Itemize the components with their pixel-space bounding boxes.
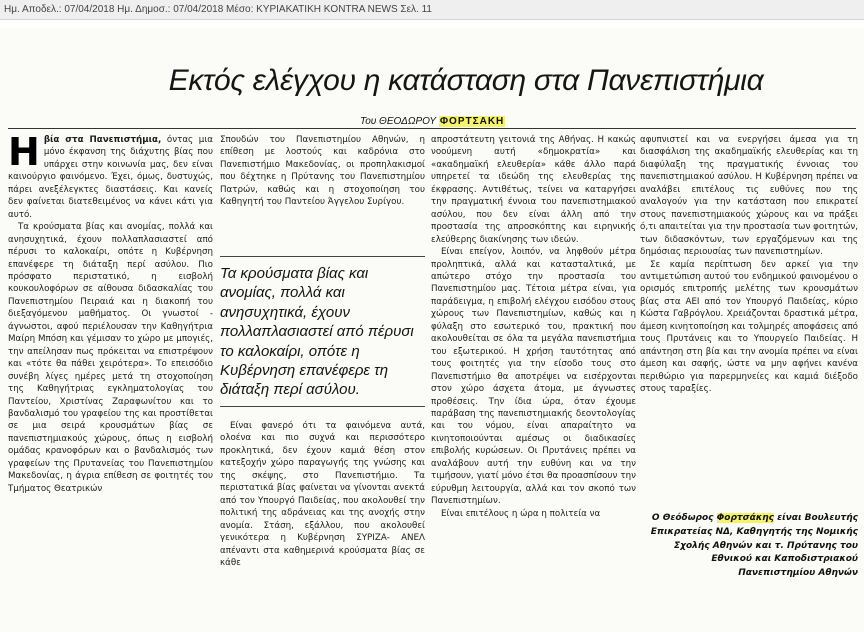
body-paragraph: Σπουδών του Πανεπιστημίου Αθηνών, η επίθεση με λοστούς και καδρόνια στο Πανεπιστήμιο Μακεδονίας, οι προπηλακισμοί που δέχτηκε η Πρύτανης του Πανεπιστημίου Πατρών, καθώς και η στοχοποίηση του Καθηγητή του Παντείου Άγγελου Συρίγου. [220, 135, 425, 208]
drop-cap: Η [8, 130, 40, 174]
pullquote-rule-top [220, 256, 425, 257]
lead-paragraph [8, 130, 213, 221]
body-paragraph: Είναι φανερό ότι τα φαινόμενα αυτά, ολοένα και πιο συχνά και περισσότερο προκλητικά, δεν έχουν καμιά θέση στον κατεξοχήν χώρο παραγωγής της γνώσης και της σκέψης, στο Πανεπιστήμιο. Τα περιστατικά βίας φαίνεται να γίνονται ανεκτά από τον Υπουργό Παιδείας, που ακολουθεί την πολιτική της αδράνειας και της ανοχής στην ανομία. Στάση, εξάλλου, που ακολουθεί γενικότερα η Κυβέρνηση ΣΥΡΙΖΑ- ΑΝΕΛ απέναντι στα καθημερινά κρούσματα βίας σε κάθε [220, 421, 425, 568]
body-paragraph: Σε καμία περίπτωση δεν αρκεί για την αντιμετώπιση αυτού του ενδημικού φαινομένου ο ορισμός επιτροπής μελέτης των κρουσμάτων βίας στα ΑΕΙ από τον Υπουργό Παιδείας, κύριο Κώστα Γαβρόγλου. Χρειάζονται δραστικά μέτρα, άμεση κινητοποίηση και τολμηρές αποφάσεις από τους Πρυτάνεις και το Υπουργείο Παιδείας. Η απάντηση στη βία και την ανομία πρέπει να είναι άμεση και σαφής, ώστε να μην αφήνει κανένα περιθώριο για παρερμηνείες και καμιά διέξοδο στους ταραξίες. [640, 259, 858, 395]
lead-text: όντας μια μόνο έκφανση της διάχυτης βίας που υπάρχει στην κοινωνία μας, δεν είναι καινούργιο φαινόμενο. Έχει, όμως, δυστυχώς, πάρει ανεξέλεγκτες διαστάσεις. Και κανείς δεν φαίνεται διατεθειμένος να κάνει κάτι για αυτό. [8, 135, 213, 220]
article-column-2-lower [220, 420, 425, 569]
clipping-metadata-text: Ημ. Αποδελ.: 07/04/2018 Ημ. Δημοσ.: 07/04/2018 Μέσο: ΚΥΡΙΑΚΑΤΙΚΗ KONTRA NEWS Σελ. 11 [4, 4, 432, 15]
body-paragraph: αφυπνιστεί και να ενεργήσει άμεσα για τη διασφάλιση της ακαδημαϊκής ελευθερίας και τη διαφύλαξη της πραγματικής έννοιας του πανεπιστημιακού ασύλου. Η Κυβέρνηση πρέπει να αναλάβει επιτέλους τις ευθύνες που της αναλογούν για την κατάσταση που επικρατεί στους πανεπιστημιακούς χώρους και να πράξει ό,τι απαιτείται για την προστασία των φοιτητών, των διδασκόντων, των εργαζόμενων και της δημόσιας περιουσίας των πανεπιστημίων. [640, 135, 858, 258]
pullquote-rule-bottom [220, 406, 425, 407]
byline-prefix: Του ΘΕΟΔΩΡΟΥ [360, 116, 439, 127]
article-byline [360, 116, 505, 127]
pull-quote: Τα κρούσματα βίας και ανομίας, πολλά και ανησυχητικά, έχουν πολλαπλασιαστεί από πέρυσι το καλοκαίρι, οπότε η Κυβέρνηση επανέφερε τη διάταξη περί ασύλου. [220, 265, 414, 399]
article-title: Εκτός ελέγχου η κατάσταση στα Πανεπιστήμια [168, 64, 764, 97]
clipping-metadata-bar [0, 0, 864, 20]
lead-bold-text: βία στα Πανεπιστήμια, [43, 135, 162, 145]
bio-text-end: είναι Βουλευτής Επικρατείας ΝΔ, Καθηγητής της Νομικής Σχολής Αθηνών και τ. Πρύτανης του Εθνικού και Καποδιστριακού Πανεπιστημίου Αθηνών [650, 513, 858, 579]
bio-highlighted-name: Φορτσάκης [716, 513, 774, 523]
article-column-3 [431, 134, 636, 520]
newspaper-page [0, 28, 864, 632]
author-bio [640, 512, 858, 581]
body-paragraph: απροστάτευτη γειτονιά της Αθήνας. Η κακώς νοούμενη αυτή «δημοκρατία» και «ακαδημαϊκή ελευθερία» κάθε άλλο παρά υπηρετεί τα ιδεώδη της ελευθερίας της έκφρασης. Αντιθέτως, τείνει να καταργήσει την πραγματική έννοια του πανεπιστημιακού ασύλου, που δεν είναι άλλη από την προστασία της απροσκόπτης και ειρηνικής ελεύθερης διακίνησης των ιδεών. [431, 135, 636, 245]
byline-surname: ΦΟΡΤΣΑΚΗ [439, 116, 505, 127]
article-column-4 [640, 134, 858, 396]
body-paragraph: Είναι επείγον, λοιπόν, να ληφθούν μέτρα προληπτικά, αλλά και κατασταλτικά, με απώτερο στόχο την προστασία του Πανεπιστημίου μας. Τέτοια μέτρα είναι, για παράδειγμα, η επιβολή ελέγχου εισόδου στους χώρους των Πανεπιστημίων, καθώς και η φύλαξη στο εσωτερικό του, πρακτική που ακολουθείται σε όλα τα μεγάλα πανεπιστήμια του εξωτερικού. Η χρήση ταυτότητας από τους φοιτητές για την είσοδο τους στο Πανεπιστήμιο θα αποτρέψει να εισέρχονται στον χώρο άσχετα άτομα, με άγνωστες προθέσεις. Την ίδια ώρα, όταν έχουμε παράβαση της πανεπιστημιακής δεοντολογίας και του νόμου, είναι απαραίτητο να κινητοποιούνται αμέσως οι διαδικασίες επιβολής κυρώσεων. Οι Πρυτάνεις πρέπει να αναλάβουν αυτή την ευθύνη και να την τιμήσουν, γιατί μόνο έτσι θα προασπίσουν την εύρυθμη λειτουργία, αλλά και τον σκοπό των Πανεπιστημίων. [431, 247, 636, 507]
body-paragraph: Είναι επιτέλους η ώρα η πολιτεία να [441, 508, 601, 519]
article-column-1 [8, 130, 213, 495]
body-paragraph: Τα κρούσματα βίας και ανομίας, πολλά και ανησυχητικά, έχουν πολλαπλασιαστεί από πέρυσι το καλοκαίρι, οπότε η Κυβέρνηση επανέφερε τη διάταξη περί ασύλου. Πιο πρόσφατο περιστατικό, η εισβολή κουκουλοφόρων σε αίθουσα διδασκαλίας του Πανεπιστημίου Πειραιά και η διακοπή του διεξαγόμενου μαθήματος. Οι γνωστοί - άγνωστοι, αφού περιέλουσαν την Καθηγήτρια Μαίρη Μπόση και γέμισαν το χώρο με μπογιές, την απείλησαν πως πρόκειται να επιστρέψουν και «τότε θα πάθει χειρότερα». Το επεισόδιο συνέβη λίγες ημέρες μετά τη στοχοποίηση της Καθηγήτριας εγκληματολογίας του Παντείου, Χριστίνας Ζαραφωνίτου και το βανδαλισμό του γραφείου της και προστίθεται σε μια σειρά κρουσμάτων βίας σε πανεπιστημιακούς χώρους, όπως η εισβολή ομάδας κρανοφόρων και ο βανδαλισμός των γραφείων της Πρυτανείας του Πανεπιστημίου Μακεδονίας, η άγρια επίθεση σε φοιτητές του Τμήματος Θεατρικών [8, 222, 213, 494]
bio-text-start: Ο Θεόδωρος [651, 513, 717, 523]
article-column-2 [220, 134, 425, 209]
title-divider [8, 128, 856, 129]
